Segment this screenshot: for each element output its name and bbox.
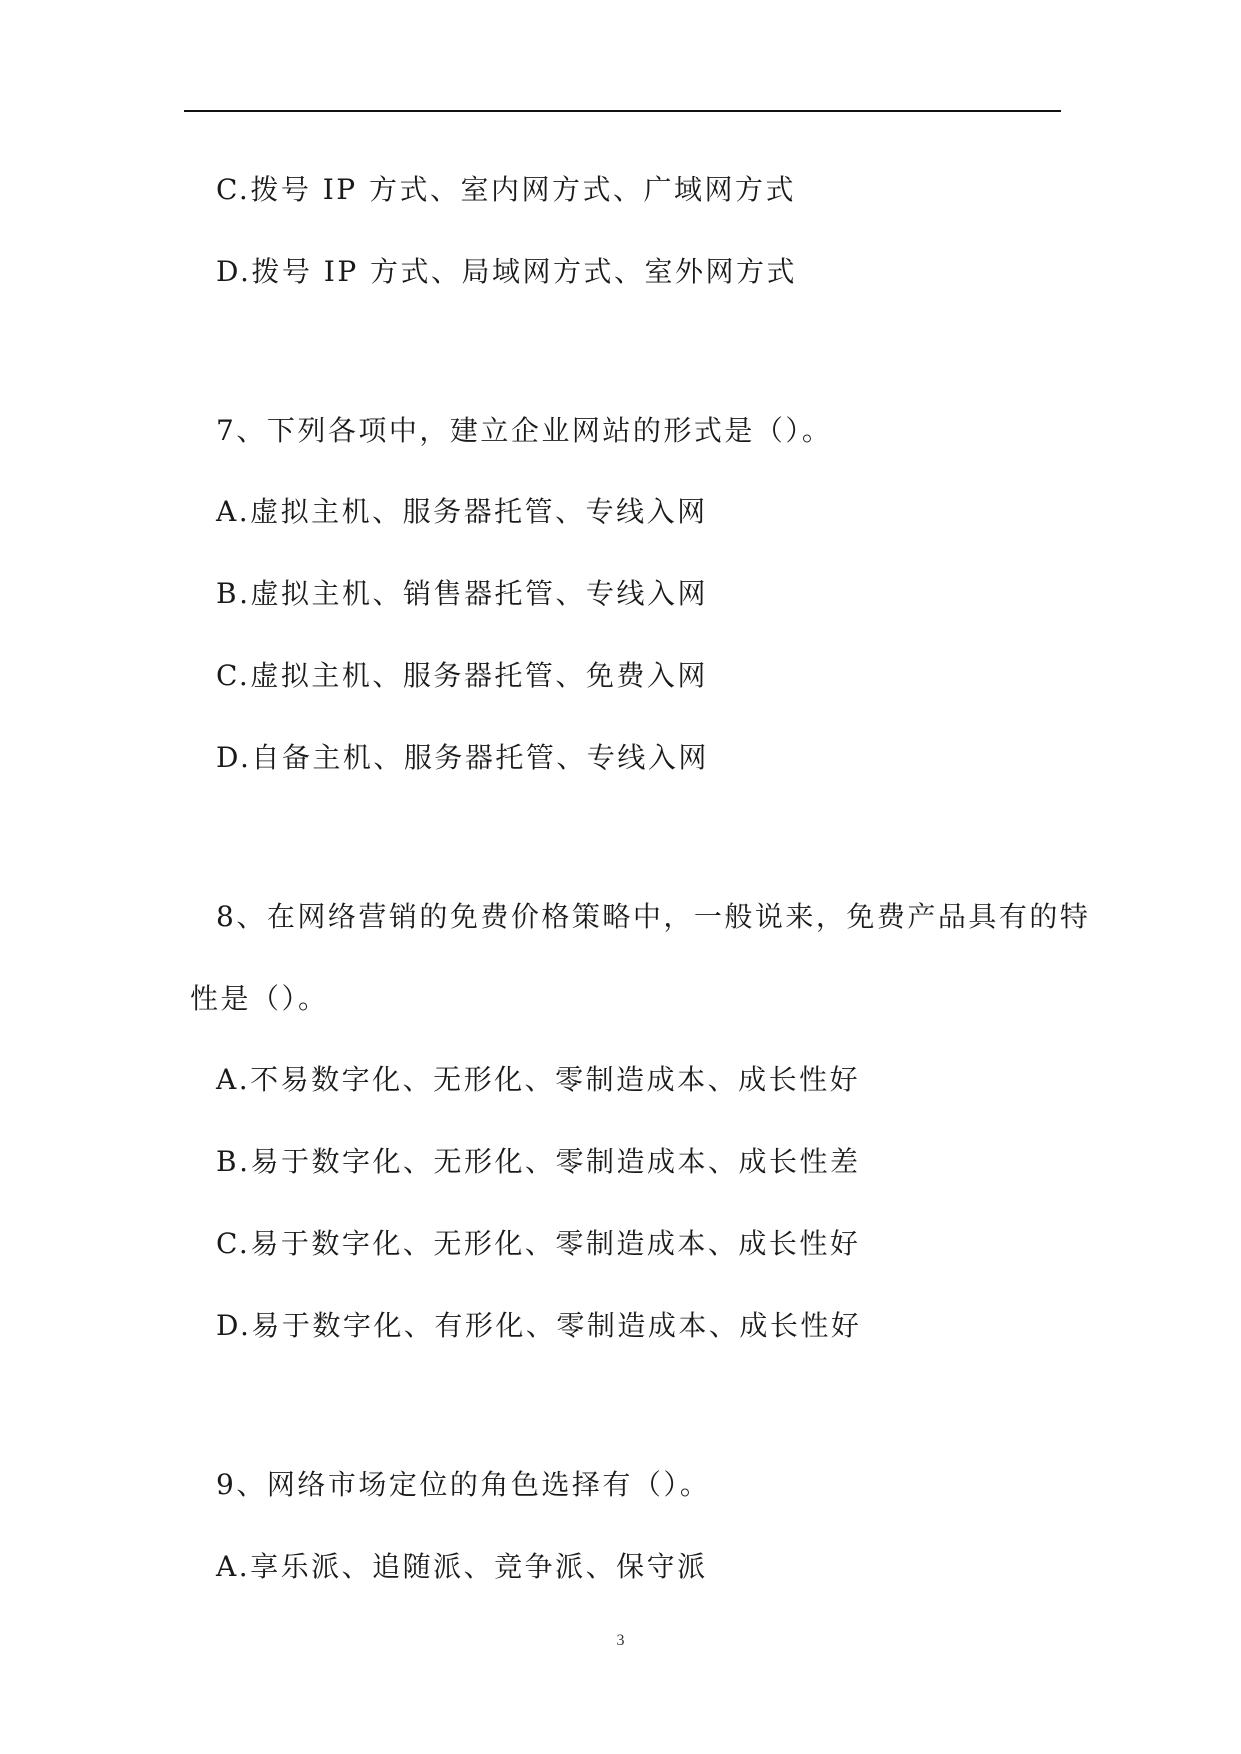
q8-option-a: A.不易数字化、无形化、零制造成本、成长性好 <box>216 1063 861 1096</box>
q8-stem-line2: 性是（）。 <box>190 982 329 1015</box>
q8-stem-line1: 8、在网络营销的免费价格策略中，一般说来，免费产品具有的特 <box>216 900 1091 933</box>
q6-option-d: D.拨号 IP 方式、局域网方式、室外网方式 <box>216 255 798 288</box>
q6-option-c: C.拨号 IP 方式、室内网方式、广域网方式 <box>216 173 797 206</box>
q7-option-c: C.虚拟主机、服务器托管、免费入网 <box>216 659 708 692</box>
q7-option-d: D.自备主机、服务器托管、专线入网 <box>216 741 709 774</box>
q7-option-b: B.虚拟主机、销售器托管、专线入网 <box>216 577 708 610</box>
q9-option-a: A.享乐派、追随派、竞争派、保守派 <box>216 1550 708 1583</box>
q8-option-d: D.易于数字化、有形化、零制造成本、成长性好 <box>216 1309 862 1342</box>
q7-option-a: A.虚拟主机、服务器托管、专线入网 <box>216 495 708 528</box>
q8-option-b: B.易于数字化、无形化、零制造成本、成长性差 <box>216 1145 861 1178</box>
header-rule <box>184 110 1061 112</box>
q8-option-c: C.易于数字化、无形化、零制造成本、成长性好 <box>216 1227 861 1260</box>
q9-stem: 9、网络市场定位的角色选择有（）。 <box>216 1468 711 1501</box>
q7-stem: 7、下列各项中，建立企业网站的形式是（）。 <box>216 414 833 447</box>
page-number: 3 <box>616 1632 625 1649</box>
